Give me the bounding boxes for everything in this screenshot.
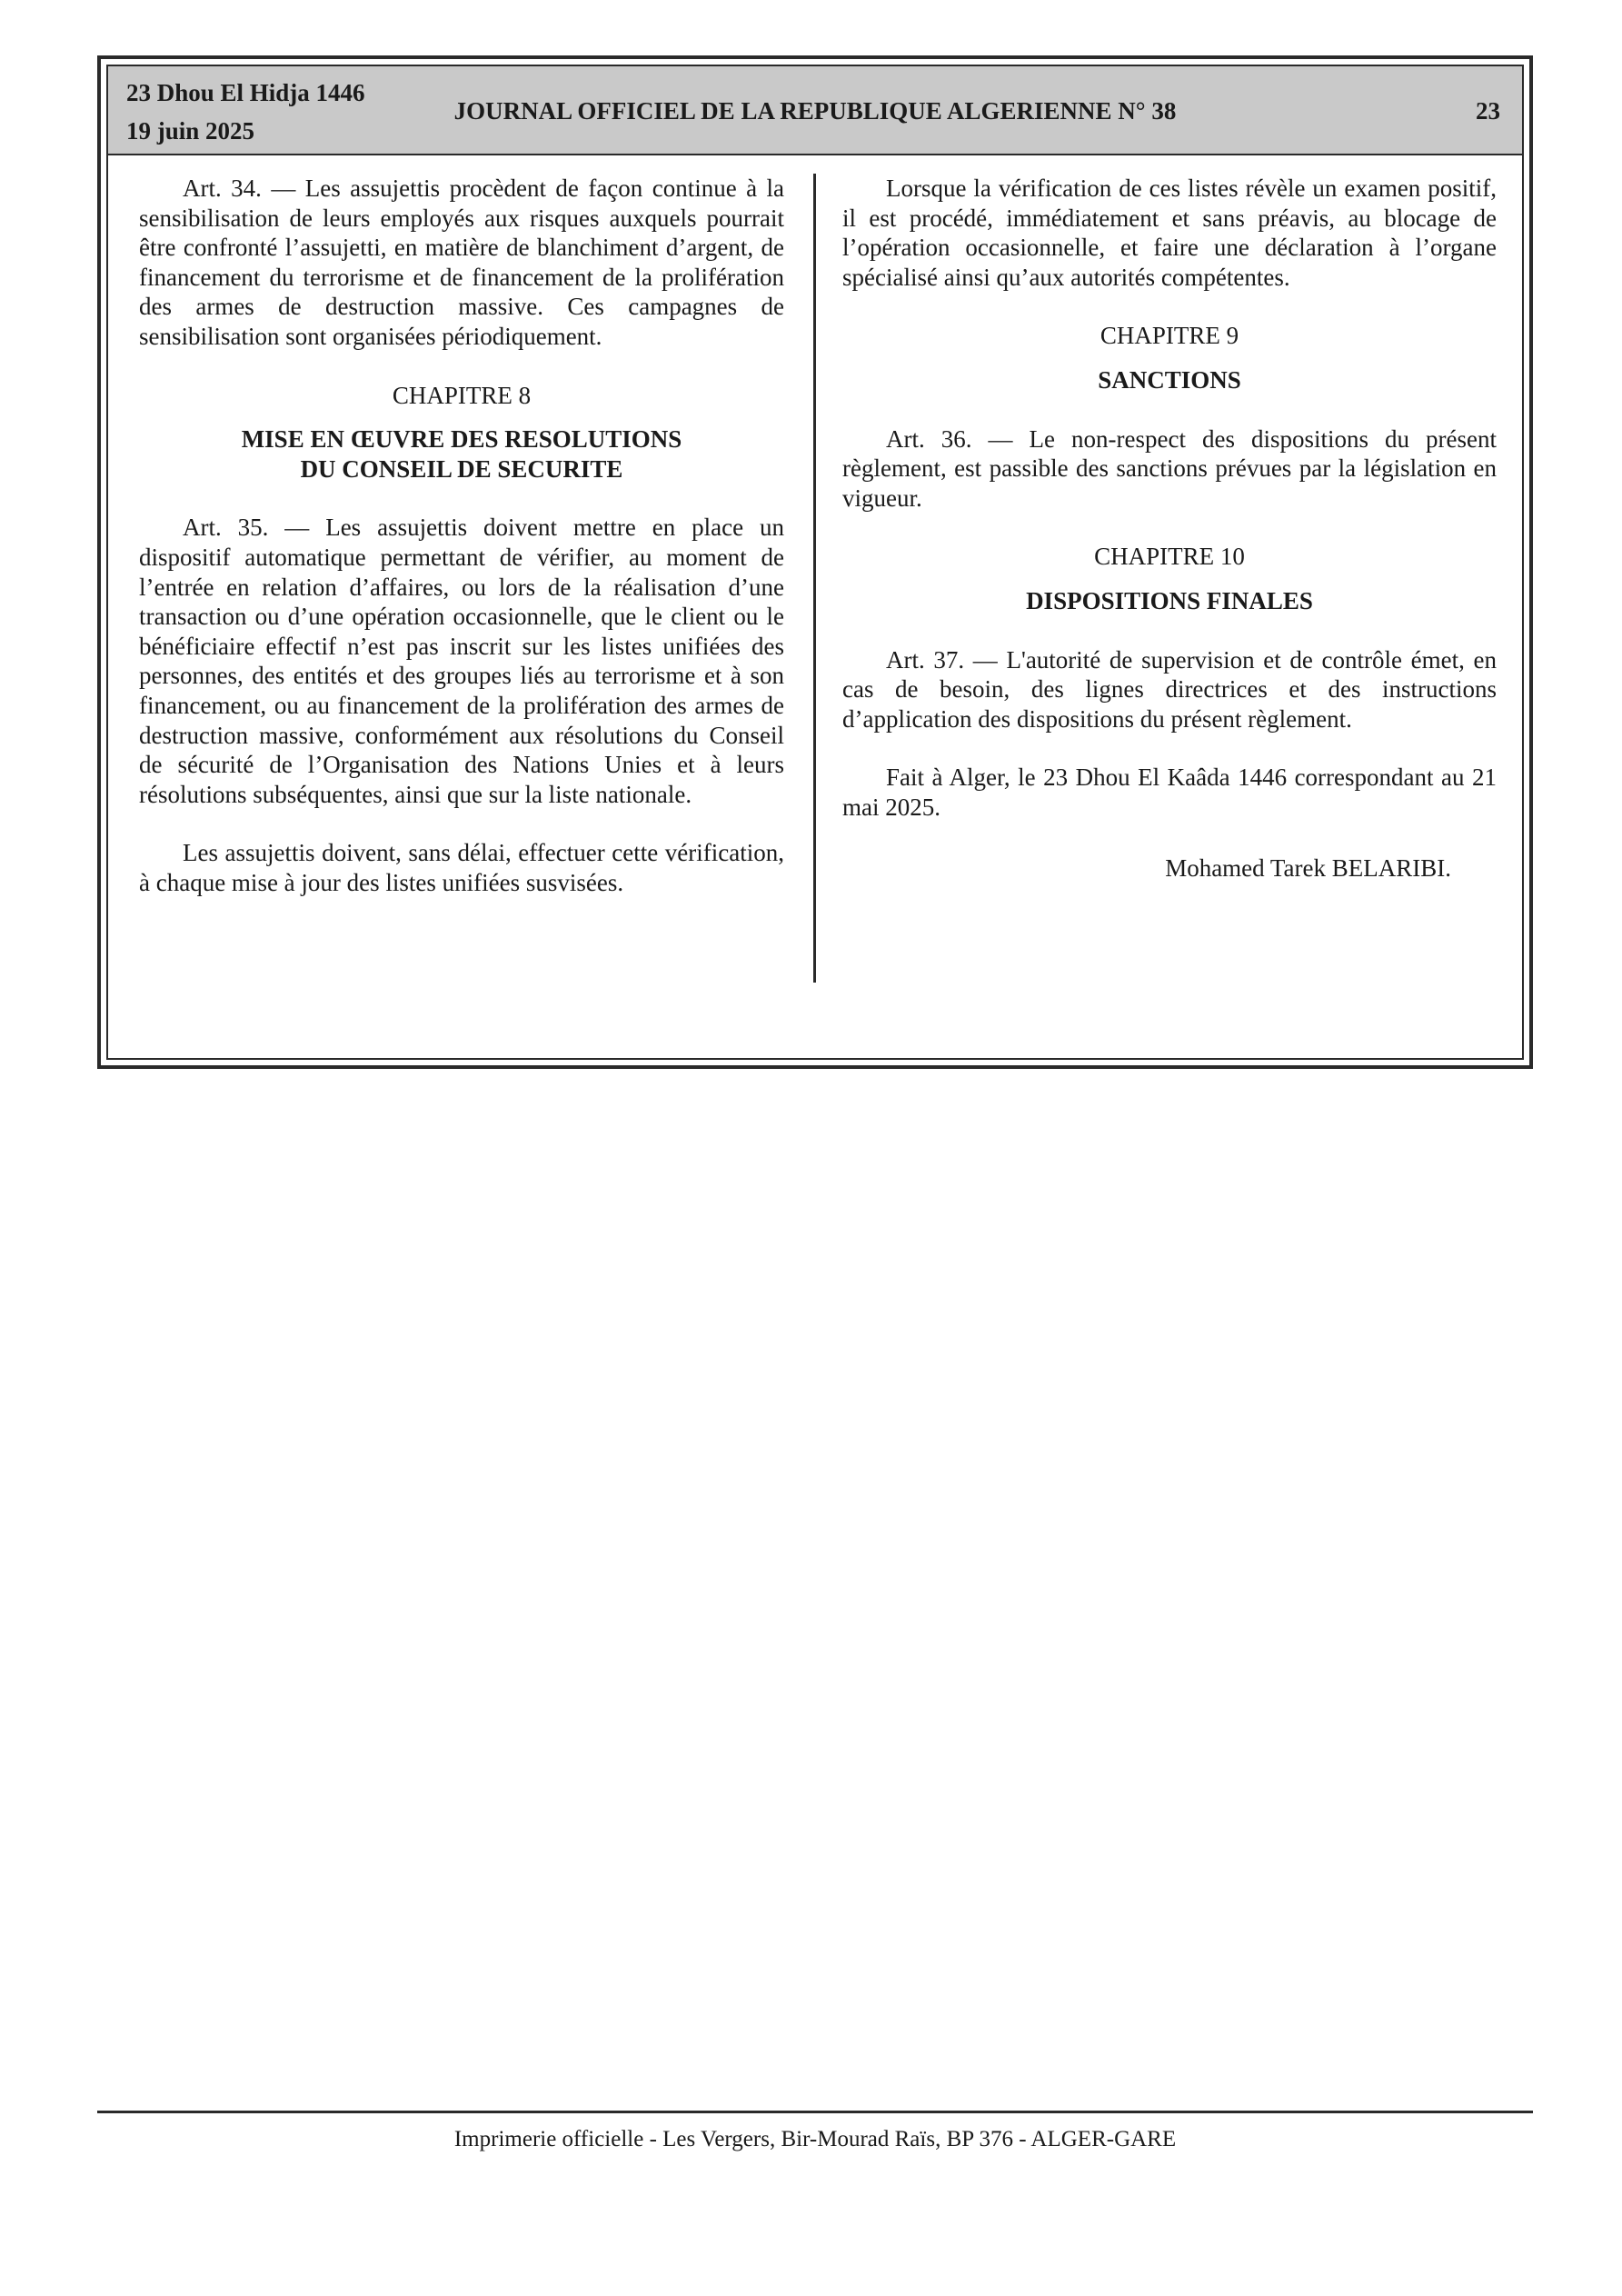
column-divider — [813, 174, 816, 983]
article-36: Art. 36. — Le non-respect des dispositions du présent règlement, est passible des sanctions prévues par la législation en vigueur. — [842, 424, 1497, 512]
header-hijri-date: 23 Dhou El Hidja 1446 — [126, 79, 365, 106]
header-gregorian-date: 19 juin 2025 — [126, 117, 255, 145]
closing-formula: Fait à Alger, le 23 Dhou El Kaâda 1446 correspondant au 21 mai 2025. — [842, 764, 1497, 821]
chapter-9-label: CHAPITRE 9 — [1100, 322, 1239, 350]
header-journal-title: JOURNAL OFFICIEL DE LA REPUBLIQUE ALGERIENNE N° 38 — [453, 97, 1177, 125]
footer-rule — [97, 2111, 1533, 2113]
chapter-9-title: SANCTIONS — [1098, 365, 1241, 394]
article-35-paragraph-3: Lorsque la vérification de ces listes révèle un examen positif, il est procédé, immédiatement et sans préavis, au blocage de l’opération occasionnelle, et faire une déclaration à l’organe spécialisé ainsi qu’aux autorités compétentes. — [842, 175, 1497, 291]
page-header — [108, 66, 1522, 155]
right-column — [842, 174, 1497, 883]
chapter-10-label: CHAPITRE 10 — [1094, 543, 1245, 571]
article-34: Art. 34. — Les assujettis procèdent de façon continue à la sensibilisation de leurs employés aux risques auxquels pourrait être confronté l’assujetti, en matière de blanchiment d’argent, de financement du terrorisme et de financement de la prolifération des armes de destruction massive. Ces campagnes de sensibilisation sont organisées périodiquement. — [139, 175, 784, 350]
footer-imprint: Imprimerie officielle - Les Vergers, Bir-Mourad Raïs, BP 376 - ALGER-GARE — [453, 2127, 1177, 2151]
article-35: Art. 35. — Les assujettis doivent mettre en place un dispositif automatique permettant de vérifier, au moment de l’entrée en relation d’affaires, ou lors de la réalisation d’une transaction ou d’une opération occasionnelle, que le client ou le bénéficiaire effectif n’est pas inscrit sur les listes unifiées des personnes, des entités et des groupes liés au terrorisme et à son financement, ou au financement de la prolifération des armes de destruction massive, conformément aux résolutions du Conseil de sécurité de l’Organisation des Nations Unies et à leurs résolutions subséquentes, ainsi que sur la liste nationale. — [139, 514, 784, 808]
article-35-paragraph-2: Les assujettis doivent, sans délai, effectuer cette vérification, à chaque mise à jour des listes unifiées susvisées. — [139, 839, 784, 896]
article-37: Art. 37. — L'autorité de supervision et de contrôle émet, en cas de besoin, des lignes directrices et des instructions d’application des dispositions du présent règlement. — [842, 645, 1497, 733]
signature: Mohamed Tarek BELARIBI. — [1165, 854, 1451, 882]
chapter-8-title-line2: DU CONSEIL DE SECURITE — [300, 454, 623, 483]
chapter-8-label: CHAPITRE 8 — [392, 381, 532, 409]
chapter-8-title — [139, 424, 784, 484]
page-frame — [97, 55, 1533, 1069]
left-column — [139, 174, 784, 897]
frame-inner-border — [106, 65, 1524, 1060]
header-page-number: 23 — [1476, 97, 1500, 125]
chapter-10-title: DISPOSITIONS FINALES — [1026, 586, 1313, 614]
chapter-8-title-line1: MISE EN ŒUVRE DES RESOLUTIONS — [241, 425, 682, 454]
